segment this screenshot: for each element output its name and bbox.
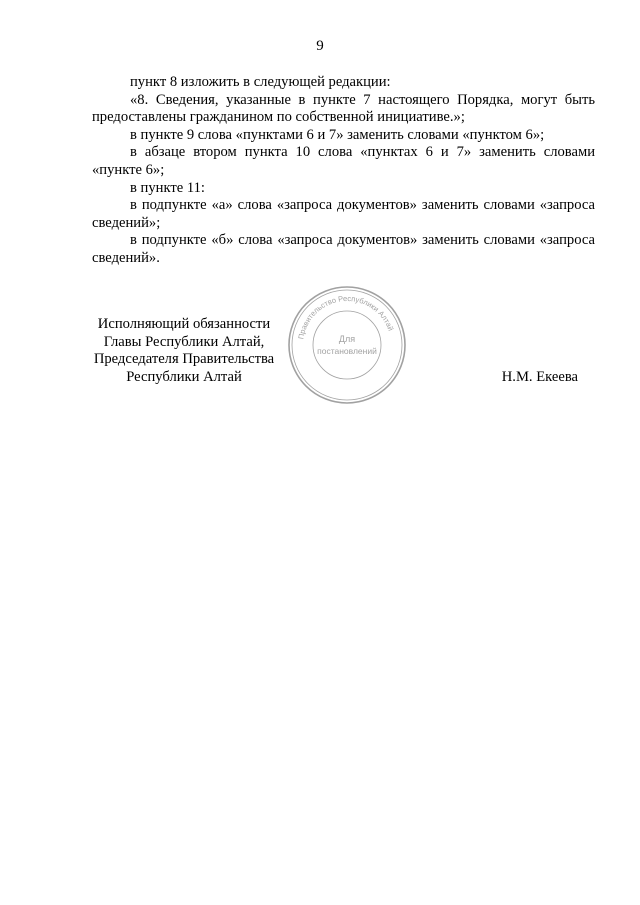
paragraph-6: в подпункте «а» слова «запроса документов» заменить словами «запроса сведений»; [92,197,595,231]
seal-center-line-1: Для [338,334,356,344]
paragraph-5: в пункте 11: [130,179,205,196]
official-seal-stamp [287,284,407,406]
paragraph-3: в пункте 9 слова «пунктами 6 и 7» заменить словами «пунктом 6»; [130,126,545,143]
paragraph-4: в абзаце втором пункта 10 слова «пунктах 6 и 7» заменить словами «пункте 6»; [92,144,595,178]
paragraph-2: «8. Сведения, указанные в пункте 7 настоящего Порядка, могут быть предоставлены гражданином по собственной инициативе.»; [92,91,595,126]
signatory-position-line-4: Республики Алтай [126,368,242,385]
seal-center-line-2: постановлений [317,346,377,356]
signatory-position-line-1: Исполняющий обязанности [97,316,271,332]
signatory-position-line-2: Главы Республики Алтай, [103,333,265,350]
signatory-position-line-3: Председателя Правительства [93,351,275,368]
signatory-name: Н.М. Екеева [501,369,578,385]
paragraph-1: пункт 8 изложить в следующей редакции: [130,74,391,90]
page-number: 9 [316,38,324,54]
signatory-position [84,316,284,386]
document-body [92,74,595,268]
paragraph-7: в подпункте «б» слова «запроса документов» заменить словами «запроса сведений». [92,232,595,266]
seal-outer-text: Правительство Республики Алтай [296,293,396,340]
